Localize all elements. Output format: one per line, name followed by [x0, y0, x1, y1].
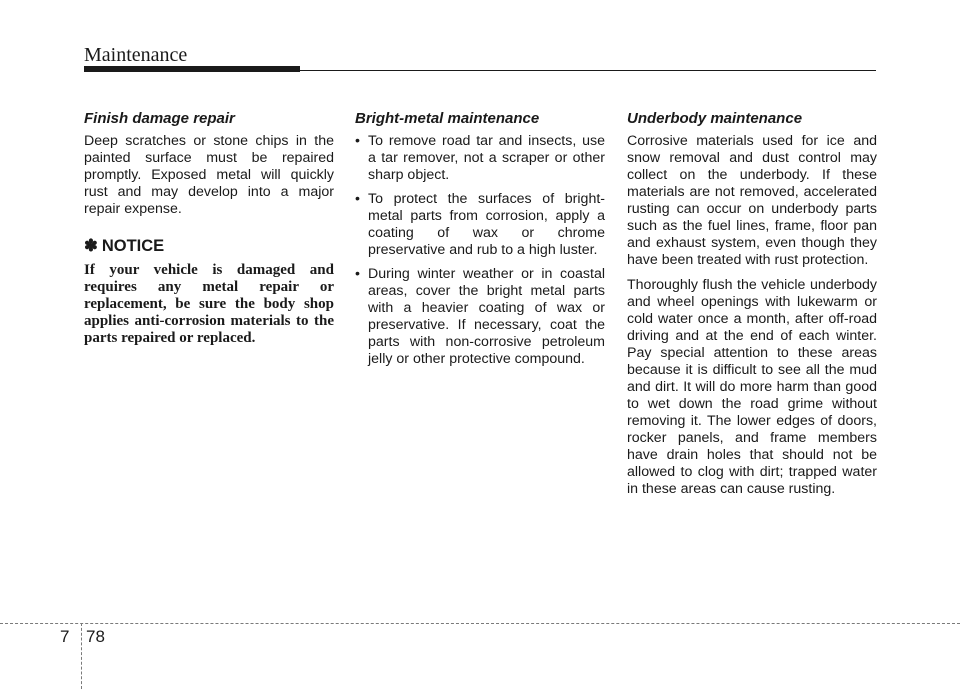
list-item-text: During winter weather or in coastal areas, cover the bright metal parts with a heavier coating of wax or preservative. If necessary, coat the parts with non-corrosive petroleum jelly or other protective compound. [368, 266, 605, 367]
bullet-icon: • [355, 266, 360, 282]
bullet-icon: • [355, 191, 360, 207]
notice-asterisk-icon: ✽ [84, 237, 98, 255]
section-heading-bright-metal: Bright-metal maintenance [355, 110, 540, 127]
underbody-paragraph-1: Corrosive materials used for ice and snow removal and dust control may collect on the underbody. If these materials are not removed, accelerated rusting can occur on underbody parts such as the fuel lines, frame, floor pan and exhaust system, even though they have been treated with rust protection. [627, 133, 877, 268]
header-rule [300, 70, 876, 71]
notice-title: NOTICE [101, 237, 165, 255]
column-underbody [627, 110, 877, 506]
list-item [355, 133, 605, 184]
bullet-icon: • [355, 133, 360, 149]
column-bright-metal [355, 110, 605, 375]
list-item [355, 266, 605, 368]
column-finish-damage [84, 110, 334, 347]
list-item [355, 191, 605, 259]
finish-damage-paragraph: Deep scratches or stone chips in the painted surface must be repaired promptly. Exposed metal will quickly rust and may develop into a major repair expense. [84, 133, 334, 217]
list-item-text: To remove road tar and insects, use a tar remover, not a scraper or other sharp object. [368, 133, 605, 183]
list-item-text: To protect the surfaces of bright-metal parts from corrosion, apply a coating of wax or chrome preservative and rub to a high luster. [368, 191, 605, 258]
section-heading-underbody: Underbody maintenance [627, 110, 803, 127]
header-bar [84, 66, 300, 72]
page-header-title: Maintenance [84, 44, 188, 66]
page-number: 78 [86, 627, 105, 646]
footer-rule [0, 623, 960, 624]
bright-metal-list [355, 133, 605, 368]
notice-heading [84, 236, 334, 256]
chapter-number: 7 [60, 627, 70, 646]
footer-divider [81, 623, 82, 689]
underbody-paragraph-2: Thoroughly flush the vehicle underbody and wheel openings with lukewarm or cold water once a month, after off-road driving and at the end of each winter. Pay special attention to these areas because it is difficult to see all the mud and dirt. It will do more harm than good to wet down the road grime without removing it. The lower edges of doors, rocker panels, and frame members have drain holes that should not be allowed to clog with dirt; trapped water in these areas can cause rusting. [627, 277, 877, 497]
section-heading-finish-damage: Finish damage repair [84, 110, 235, 127]
notice-text: If your vehicle is damaged and requires any metal repair or replacement, be sure the body shop applies anti-corrosion materials to the parts repaired or replaced. [84, 262, 334, 346]
